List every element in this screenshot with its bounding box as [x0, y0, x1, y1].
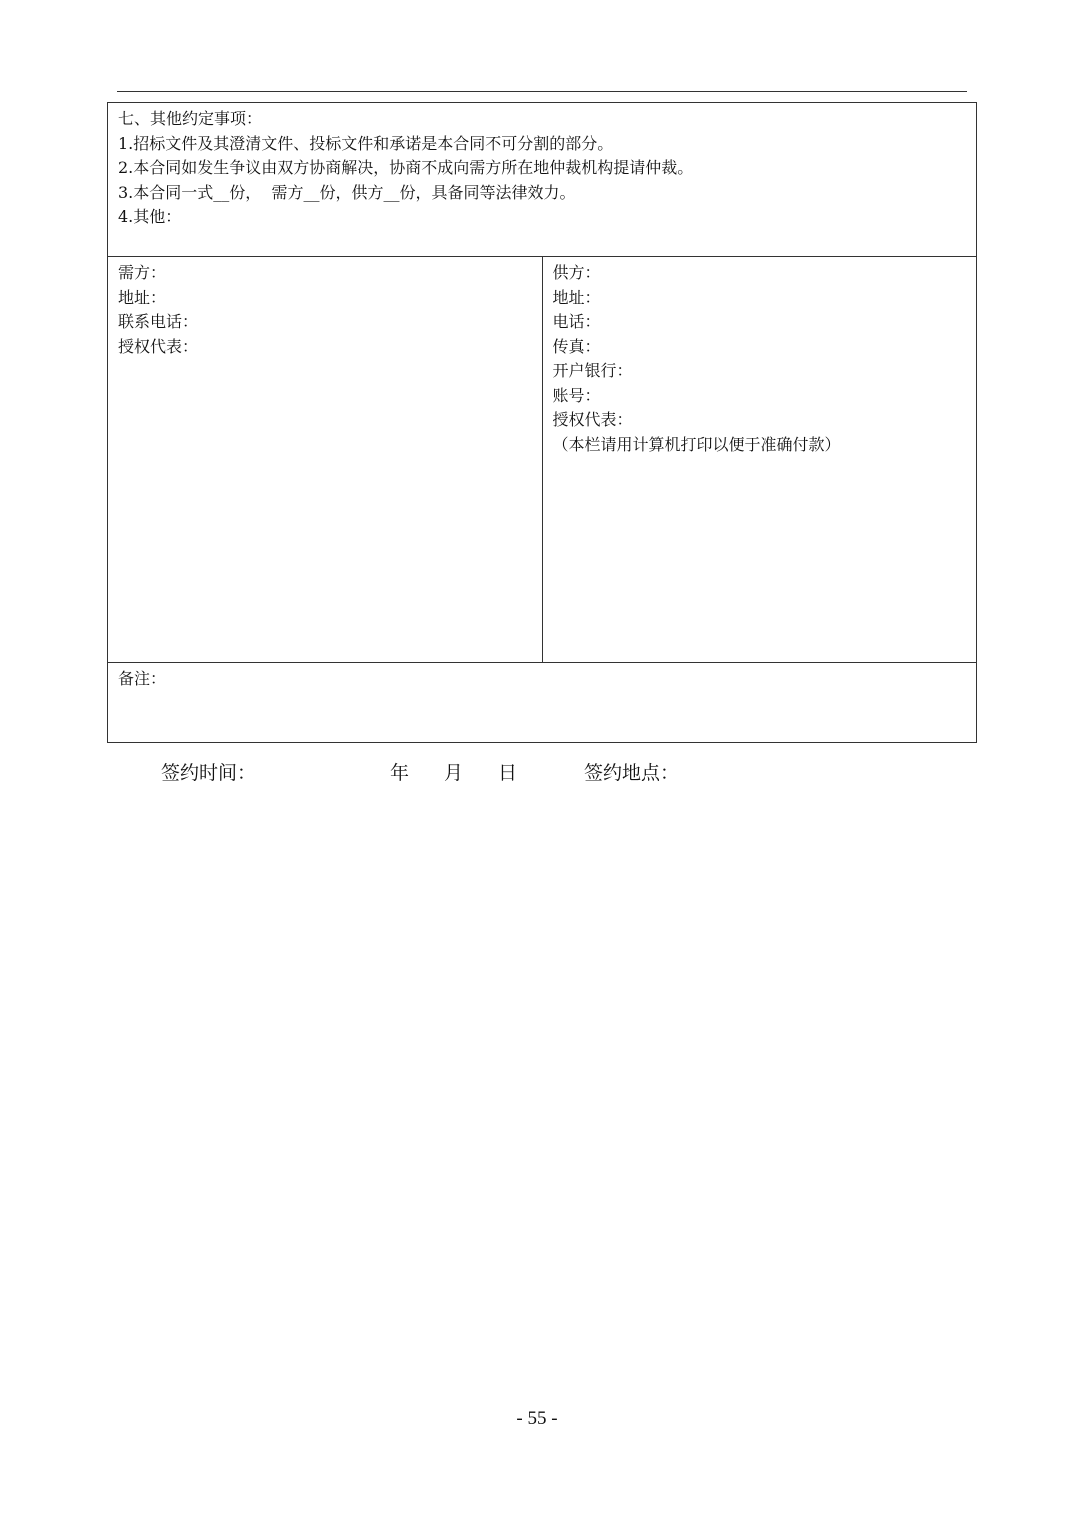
other-terms-row	[108, 103, 977, 257]
signing-place-label: 签约地点：	[584, 762, 680, 784]
supplier-name-label: 供方：	[552, 263, 601, 282]
other-terms-cell	[108, 103, 977, 257]
other-terms-heading: 七、其他约定事项：	[118, 109, 263, 128]
buyer-representative-label: 授权代表：	[118, 336, 199, 356]
term-item-3: 3.本合同一式__份， 需方__份，供方__份，具备同等法律效力。	[118, 182, 576, 202]
remarks-row	[108, 663, 977, 743]
signing-time-label: 签约时间：	[161, 762, 257, 784]
supplier-address-label: 地址：	[552, 287, 601, 307]
buyer-phone-label: 联系电话：	[118, 312, 199, 331]
supplier-phone-label: 电话：	[552, 312, 601, 331]
supplier-print-note: （本栏请用计算机打印以便于准确付款）	[552, 434, 841, 454]
signing-year-label: 年	[390, 762, 410, 784]
supplier-fax-label: 传真：	[552, 336, 601, 356]
term-item-2: 2.本合同如发生争议由双方协商解决，协商不成向需方所在地仲裁机构提请仲裁。	[118, 158, 694, 177]
term-item-4: 4.其他：	[118, 207, 182, 226]
supplier-representative-label: 授权代表：	[552, 410, 633, 429]
signing-month-label: 月	[444, 762, 464, 784]
term-item-1: 1.招标文件及其澄清文件、投标文件和承诺是本合同不可分割的部分。	[118, 133, 614, 153]
remarks-cell	[108, 663, 977, 743]
buyer-cell	[108, 257, 543, 663]
page-number: - 55 -	[516, 1408, 558, 1429]
signing-day-label: 日	[498, 762, 518, 784]
contract-table	[107, 102, 977, 743]
supplier-cell	[542, 257, 977, 663]
buyer-address-label: 地址：	[118, 287, 167, 307]
remarks-label: 备注：	[118, 669, 167, 688]
parties-row	[108, 257, 977, 663]
buyer-name-label: 需方：	[118, 263, 167, 282]
header-rule	[117, 91, 967, 92]
signing-line	[0, 760, 1074, 786]
supplier-account-label: 账号：	[552, 385, 601, 405]
supplier-bank-label: 开户银行：	[552, 361, 633, 380]
